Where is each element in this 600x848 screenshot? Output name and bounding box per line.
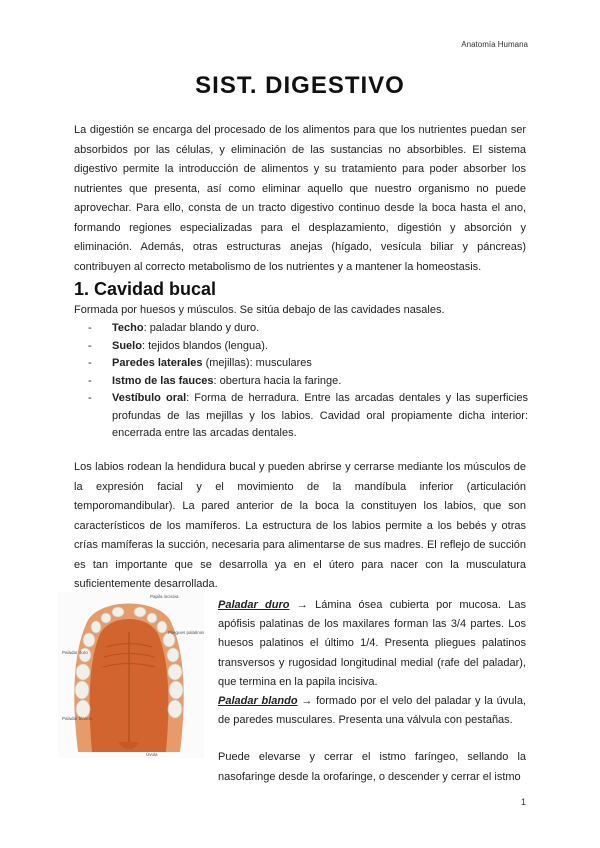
- hard-palate-text: → Lámina ósea cubierta por mucosa. Las apófisis palatinas de los maxilares forman las 3/4 partes. Los huesos palatinos el último 1/4. Presenta pliegues palatinos transversos y rugosidad longitudinal medial (rafe del paladar), que termina en la papila incisiva.: [218, 599, 526, 688]
- label-pliegues: Pliegues palatinos: [168, 630, 204, 635]
- intro-paragraph: La digestión se encarga del procesado de los alimentos para que los nutrientes puedan ser absorbidos por las células, y eliminación de las sustancias no absorbibles. El sistema digestivo permite la introducción de alimentos y su tratamiento para poder absorber los nutrientes que presenta, así como eliminar aquello que nuestro organismo no puede aprovechar. Para ello, consta de un tracto digestivo continuo desde la boca hasta el ano, formando regiones especializadas para el desplazamiento, digestión y absorción y eliminación. Además, otras estructuras anejas (hígado, vesícula biliar y páncreas) contribuyen al correcto metabolismo de los nutrientes y a mantener la homeostasis.: [74, 124, 526, 273]
- palate-description: [218, 596, 526, 787]
- page-number: 1: [520, 797, 526, 807]
- isthmus-paragraph: Puede elevarse y cerrar el istmo faríngeo, sellando la nasofaringe desde la orofaringe, o descender y cerrar el istmo: [218, 751, 526, 783]
- section-heading: 1. Cavidad bucal: [74, 279, 217, 299]
- soft-palate-term: Paladar blando: [218, 695, 298, 708]
- hard-palate-paragraph: [218, 596, 526, 692]
- list-text: : tejidos blandos (lengua).: [141, 339, 268, 352]
- running-header: Anatomía Humana: [461, 40, 528, 49]
- list-item: - Istmo de las fauces: obertura hacia la faringe.: [88, 374, 342, 387]
- list-term: Paredes laterales: [112, 357, 203, 369]
- section-subtitle: Formada por huesos y músculos. Se sitúa debajo de las cavidades nasales.: [74, 304, 445, 316]
- soft-palate-paragraph: [218, 692, 526, 730]
- list-item: - Paredes laterales (mejillas): musculares: [88, 357, 312, 369]
- list-item: - Techo: paladar blando y duro.: [88, 322, 260, 334]
- list-term: Vestíbulo oral: [112, 392, 187, 404]
- label-paladar-blando: Paladar blando: [62, 716, 93, 721]
- list-text: : paladar blando y duro.: [143, 322, 260, 334]
- palate-figure: [58, 592, 204, 758]
- list-item: - Vestíbulo oral: Forma de herradura. Entre las arcadas dentales y las superficies profundas de las mejillas y los labios. Cavidad oral propiamente dicha interior: encerrada entre las arcadas dentales.: [88, 392, 528, 439]
- list-term: Istmo de las fauces: [112, 374, 214, 387]
- hard-palate-term: Paladar duro: [218, 599, 290, 611]
- label-uvula: Úvula: [146, 752, 158, 757]
- lips-paragraph: Los labios rodean la hendidura bucal y pueden abrirse y cerrarse mediante los músculos de la expresión facial y el movimiento de la mandíbula inferior (articulación temporomandibular). La pared anterior de la boca la constituyen los labios, que son característicos de los mamíferos. La estructura de los labios permite a los bebés y otras crías mamíferas la succión, necesaria para alimentarse de sus madres. El reflejo de succión es tan importante que se desarrolla ya en el útero para nacer con la musculatura suficientemente desarrollada.: [74, 461, 526, 590]
- label-papila: Papila incisiva: [150, 594, 179, 599]
- label-paladar-duro: Paladar duro: [62, 650, 88, 655]
- page-title: SIST. DIGESTIVO: [195, 72, 405, 99]
- list-term: Suelo: [112, 339, 142, 352]
- cavity-parts-list: [88, 320, 528, 443]
- list-text: : Forma de herradura. Entre las arcadas dentales y las superficies profundas de las mejillas y los labios. Cavidad oral propiamente dicha interior: encerrada entre las arcadas dentales.: [112, 392, 528, 439]
- soft-palate-text: → formado por el velo del paladar y la úvula, de paredes musculares. Presenta una válvula con pestañas.: [218, 695, 526, 727]
- palate-illustration: [58, 592, 204, 758]
- list-item: - Suelo: tejidos blandos (lengua).: [88, 339, 268, 352]
- list-text: : obertura hacia la faringe.: [213, 374, 342, 387]
- list-term: Techo: [112, 322, 144, 334]
- list-text: (mejillas): musculares: [202, 357, 312, 369]
